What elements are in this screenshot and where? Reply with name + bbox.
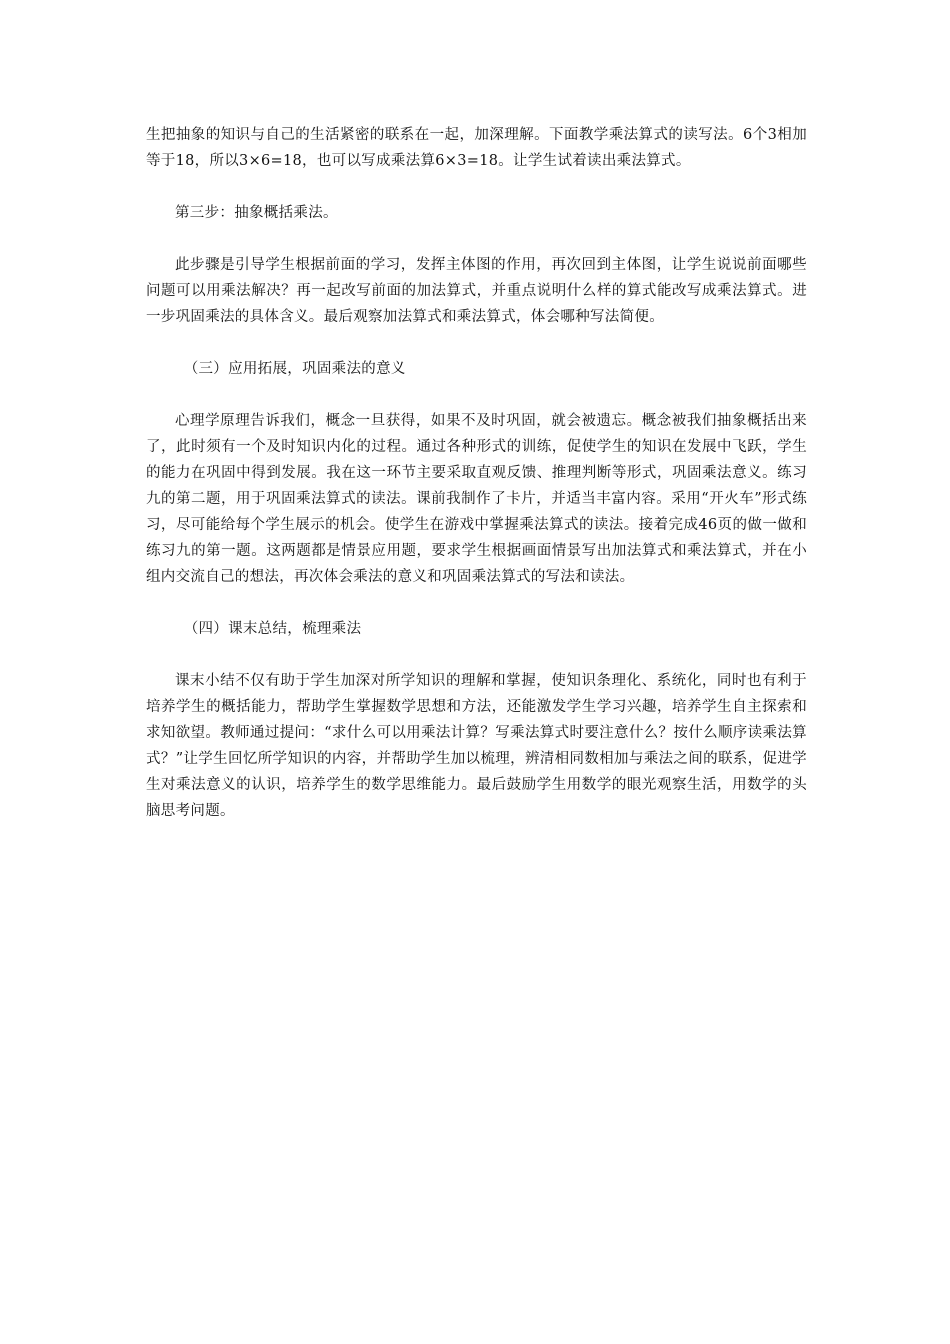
paragraph-continued: 生把抽象的知识与自己的生活紧密的联系在一起，加深理解。下面教学乘法算式的读写法。6个3相加等于18，所以3×6=18，也可以写成乘法算6×3=18。让学生试着读出乘法算式。 bbox=[146, 127, 807, 169]
paragraph-application: 心理学原理告诉我们，概念一旦获得，如果不及时巩固，就会被遗忘。概念被我们抽象概括出来了，此时须有一个及时知识内化的过程。通过各种形式的训练，促使学生的知识在发展中飞跃，学生的能力在巩固中得到发展。我在这一环节主要采取直观反馈、推理判断等形式，巩固乘法意义。练习九的第二题，用于巩固乘法算式的读法。课前我制作了卡片，并适当丰富内容。采用“开火车”形式练习，尽可能给每个学生展示的机会。使学生在游戏中掌握乘法算式的读法。接着完成46页的做一做和练习九的第一题。这两题都是情景应用题，要求学生根据画面情景写出加法算式和乘法算式，并在小组内交流自己的想法，再次体会乘法的意义和巩固乘法算式的写法和读法。 bbox=[146, 413, 807, 585]
section-heading-application: （三）应用拓展，巩固乘法的意义 bbox=[183, 361, 406, 377]
paragraph-abstract-multiplication: 此步骤是引导学生根据前面的学习，发挥主体图的作用，再次回到主体图，让学生说说前面哪些问题可以用乘法解决？再一起改写前面的加法算式，并重点说明什么样的算式能改写成乘法算式。进一步巩固乘法的具体含义。最后观察加法算式和乘法算式，体会哪种写法简便。 bbox=[146, 257, 807, 325]
paragraph-summary: 课末小结不仅有助于学生加深对所学知识的理解和掌握，使知识条理化、系统化，同时也有利于培养学生的概括能力，帮助学生掌握数学思想和方法，还能激发学生学习兴趣，培养学生自主探索和求知欲望。教师通过提问：“求什么可以用乘法计算？写乘法算式时要注意什么？按什么顺序读乘法算式？”让学生回忆所学知识的内容，并帮助学生加以梳理，辨清相同数相加与乘法之间的联系，促进学生对乘法意义的认识，培养学生的数学思维能力。最后鼓励学生用数学的眼光观察生活，用数学的头脑思考问题。 bbox=[146, 673, 807, 819]
section-heading-step-three: 第三步：抽象概括乘法。 bbox=[175, 205, 338, 221]
section-heading-summary: （四）课末总结，梳理乘法 bbox=[183, 621, 362, 637]
document-page bbox=[146, 122, 807, 850]
